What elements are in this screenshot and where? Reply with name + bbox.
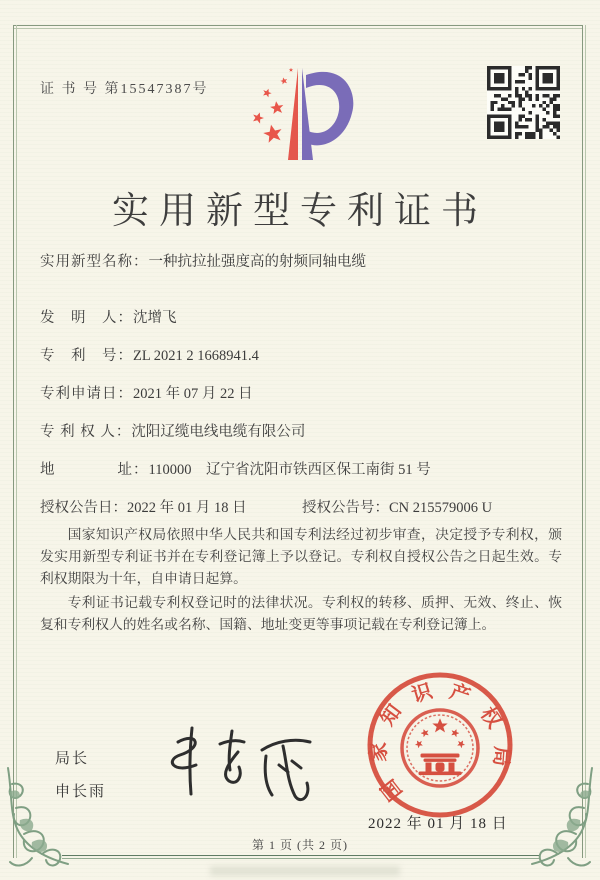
field-patent-number [40,344,259,365]
field-value: 2021 年 07 月 22 日 [133,386,253,402]
field-value: CN 215579006 U [389,500,493,516]
director-title: 局长 [55,751,90,767]
field-grant-row [40,496,570,517]
svg-text:产: 产 [446,680,473,708]
field-value: ZL 2021 2 1668941.4 [133,348,259,364]
field-application-date [40,382,253,403]
field-label: 授权公告号： [302,500,389,516]
seal-date: 2022 年 01 月 18 日 [368,816,508,832]
field-label: 地 址： [40,462,149,478]
svg-text:局: 局 [489,745,513,767]
field-address [40,458,431,479]
frame-border-right [582,25,586,858]
certificate-number: 证 书 号 第15547387号 [40,82,209,97]
grant-date [40,500,247,516]
national-emblem-seal-icon [353,658,527,832]
field-value: 沈增飞 [133,310,177,326]
bottom-ornament-rule [62,855,539,859]
svg-text:权: 权 [475,703,506,733]
field-value: 2022 年 01 月 18 日 [127,500,247,516]
field-label: 专 利 权 人： [40,424,132,440]
field-label: 专利申请日： [40,386,133,402]
cnipa-logo-icon [246,60,358,168]
svg-text:家: 家 [368,742,390,762]
svg-text:识: 识 [409,680,435,708]
director-block [55,747,106,813]
field-inventor [40,306,177,327]
field-value: 110000 辽宁省沈阳市铁西区保工南街 51 号 [148,462,431,478]
qr-code-icon [487,66,560,139]
frame-border-top [14,25,583,29]
field-label: 专 利 号： [40,348,133,364]
page-title: 实用新型专利证书 [112,191,488,232]
field-value: 一种抗拉扯强度高的射频同轴电缆 [148,254,366,270]
field-value: 沈阳辽缆电线电缆有限公司 [131,424,306,440]
field-label: 实用新型名称： [40,254,149,270]
show-through-smudge [210,866,400,876]
grant-number [302,496,492,517]
page-number: 第 1 页 (共 2 页) [252,838,348,852]
director-name: 申长雨 [55,784,107,800]
legal-paragraph-1: 国家知识产权局依照中华人民共和国专利法经过初步审查，决定授予专利权，颁发实用新型专利证书并在专利登记簿上予以登记。专利权自授权公告之日起生效。专利权期限为十年，自申请日起算。 [40,527,562,586]
svg-text:国: 国 [377,774,407,805]
legal-paragraph-2: 专利证书记载专利权登记时的法律状况。专利权的转移、质押、无效、终止、恢复和专利权人的姓名或名称、国籍、地址变更等事项记载在专利登记簿上。 [40,595,562,632]
field-utility-model-name [40,250,366,271]
svg-text:知: 知 [376,700,407,730]
frame-border-left [13,25,17,858]
legal-text [40,524,562,638]
field-patentee [40,420,305,441]
field-label: 发 明 人： [40,310,133,326]
field-label: 授权公告日： [40,500,127,516]
handwritten-signature-icon [152,718,332,813]
floral-corner-ornament-icon [526,762,598,874]
